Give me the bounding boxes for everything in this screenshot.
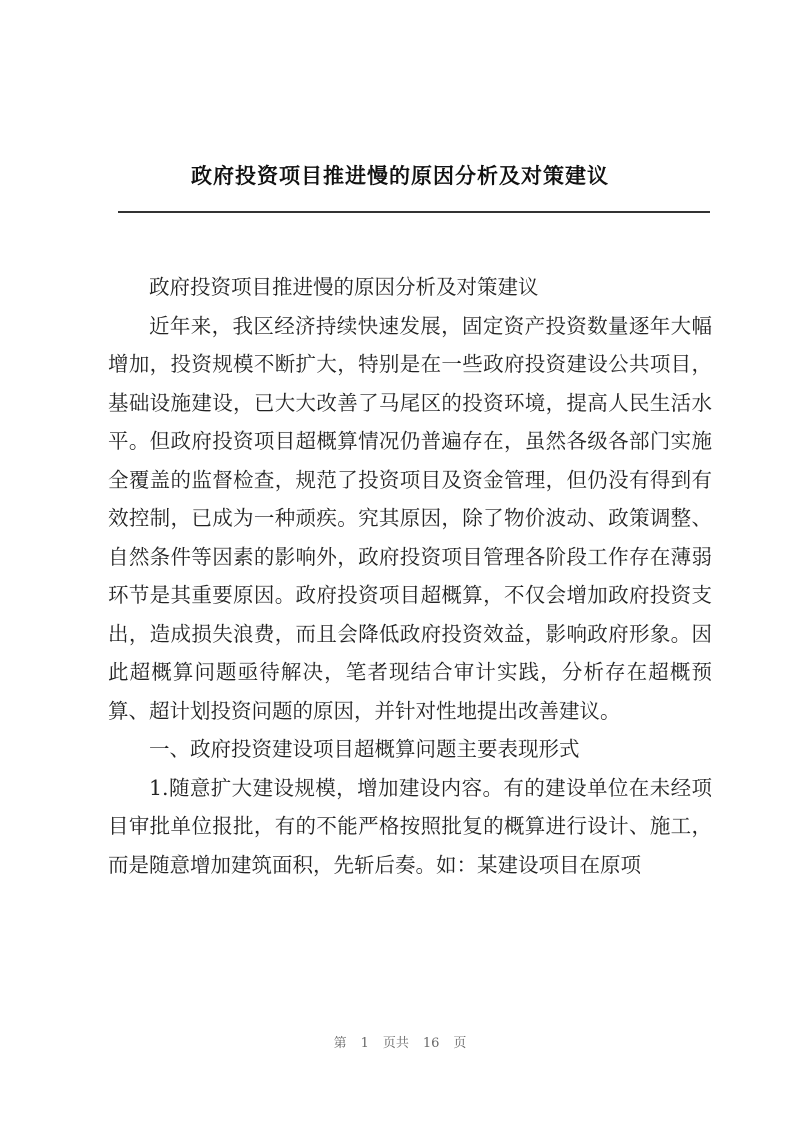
paragraph-heading: 政府投资项目推进慢的原因分析及对策建议 (149, 275, 539, 299)
footer-page-number: 1 (360, 1036, 369, 1051)
document-body (108, 268, 712, 884)
footer-total-pages: 16 (422, 1036, 440, 1051)
page-title: 政府投资项目推进慢的原因分析及对策建议 (191, 163, 609, 188)
paragraph-intro: 近年来，我区经济持续快速发展，固定资产投资数量逐年大幅增加，投资规模不断扩大，特别是在一些政府投资建设公共项目，基础设施建设，已大大改善了马尾区的投资环境，提高人民生活水平。但政府投资项目超概算情况仍普遍存在，虽然各级各部门实施全覆盖的监督检查，规范了投资项目及资金管理，但仍没有得到有效控制，已成为一种顽疾。究其原因，除了物价波动、政策调整、自然条件等因素的影响外，政府投资项目管理各阶段工作存在薄弱环节是其重要原因。政府投资项目超概算，不仅会增加政府投资支出，造成损失浪费，而且会降低政府投资效益，影响政府形象。因此超概算问题亟待解决，笔者现结合审计实践，分析存在超概预算、超计划投资问题的原因，并针对性地提出改善建议。 (108, 313, 712, 723)
footer-prefix: 第 (333, 1036, 347, 1051)
title-underline (118, 211, 710, 213)
section-heading: 一、政府投资建设项目超概算问题主要表现形式 (149, 737, 580, 761)
paragraph-item-1: 1.随意扩大建设规模，增加建设内容。有的建设单位在未经项目审批单位报批，有的不能严格按照批复的概算进行设计、施工，而是随意增加建筑面积，先斩后奏。如：某建设项目在原项 (108, 775, 712, 877)
page-number-footer (0, 1032, 800, 1051)
footer-suffix: 页 (453, 1036, 467, 1051)
footer-middle: 页共 (382, 1036, 409, 1051)
